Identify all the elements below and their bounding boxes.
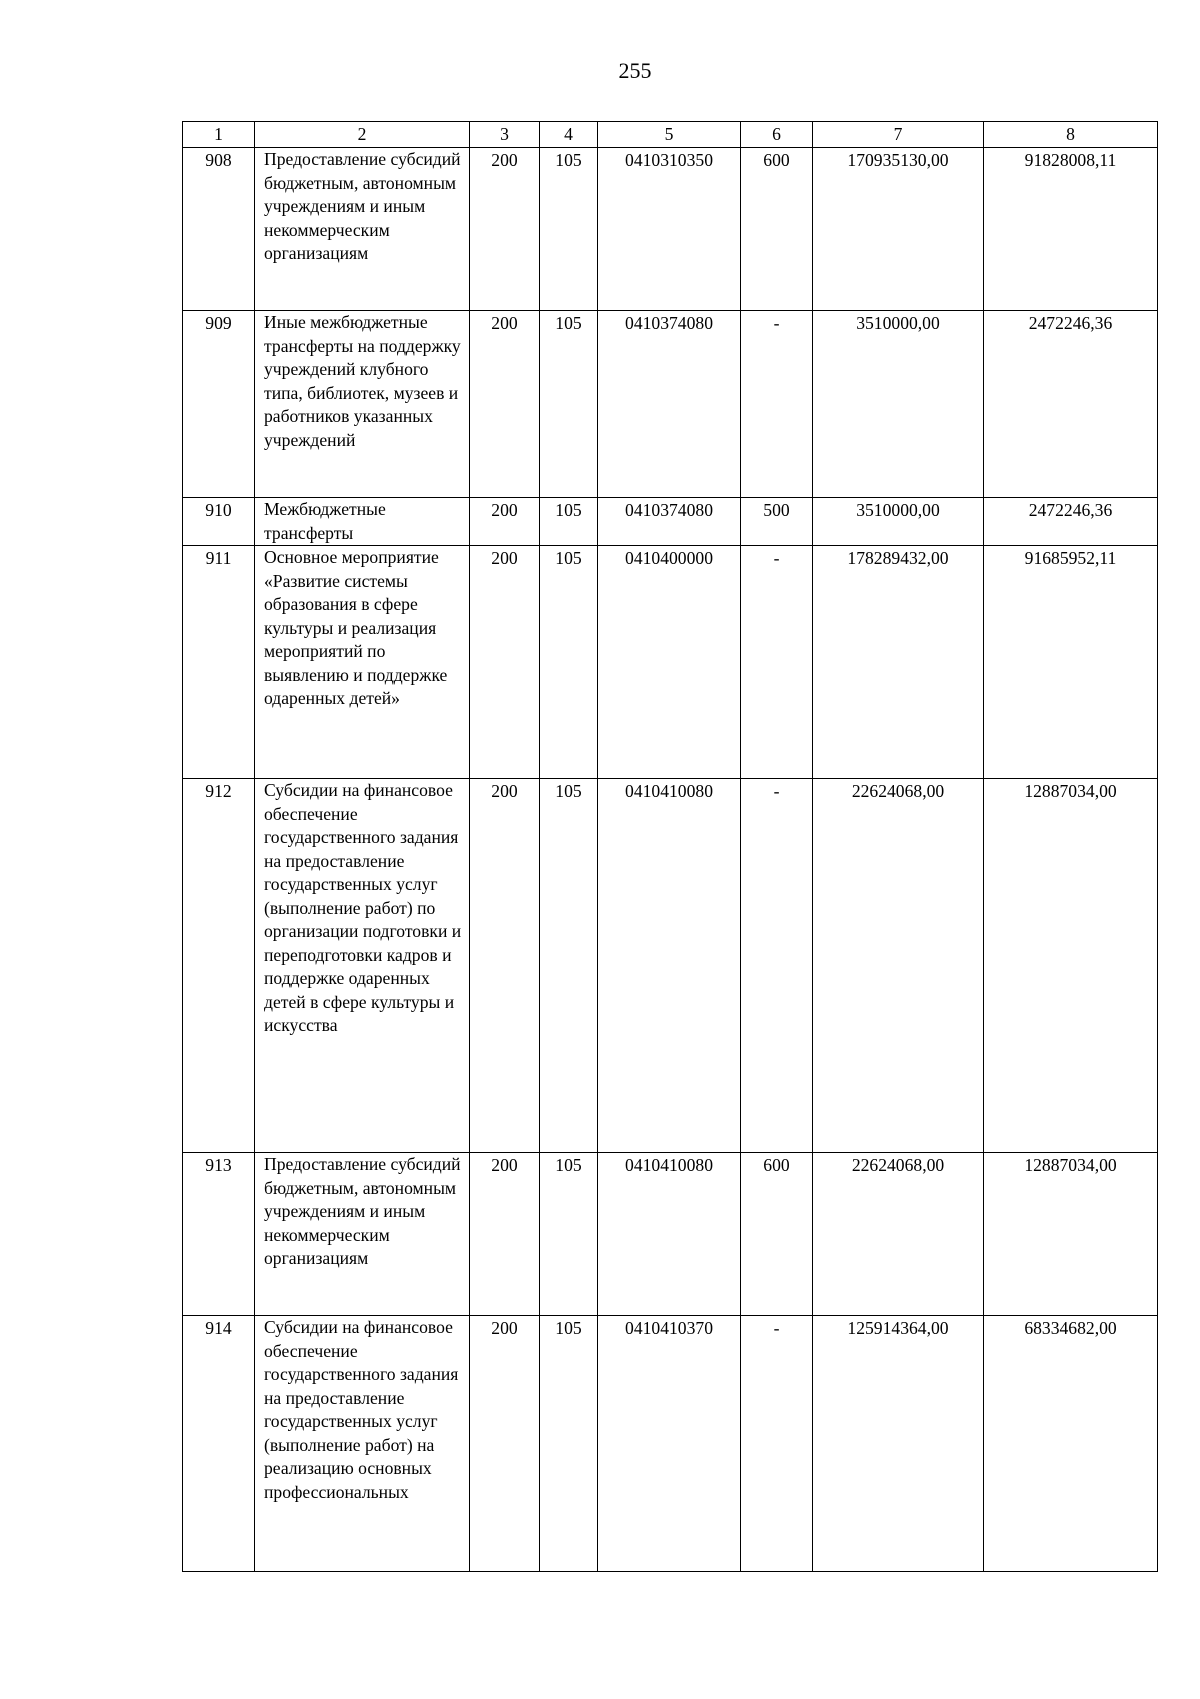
header-col-5: 5: [598, 122, 741, 148]
row-col-5: 0410374080: [598, 498, 741, 546]
row-col-5: 0410374080: [598, 311, 741, 498]
table-row: [183, 546, 1158, 779]
row-col-4: 105: [540, 546, 598, 779]
page-number: 255: [618, 58, 652, 83]
row-col-5: 0410310350: [598, 148, 741, 311]
row-number: 914: [183, 1316, 255, 1572]
row-col-4: 105: [540, 498, 598, 546]
row-col-4: 105: [540, 311, 598, 498]
row-col-5: 0410410080: [598, 1153, 741, 1316]
row-col-7: 3510000,00: [813, 311, 984, 498]
row-col-8: 2472246,36: [984, 498, 1158, 546]
header-col-4: 4: [540, 122, 598, 148]
row-col-6: -: [741, 546, 813, 779]
row-col-7: 22624068,00: [813, 1153, 984, 1316]
table-row: [183, 1153, 1158, 1316]
row-col-8: 12887034,00: [984, 1153, 1158, 1316]
row-col-3: 200: [470, 1316, 540, 1572]
row-number: 909: [183, 311, 255, 498]
row-col-8: 91685952,11: [984, 546, 1158, 779]
row-col-7: 3510000,00: [813, 498, 984, 546]
row-col-7: 125914364,00: [813, 1316, 984, 1572]
row-col-6: -: [741, 779, 813, 1153]
row-name: Субсидии на финансовое обеспечение государственного задания на предоставление государственных услуг (выполнение работ) по организации подготовки и переподготовки кадров и поддержке одаренных детей в сфере культуры и искусства: [255, 779, 470, 1153]
row-col-7: 178289432,00: [813, 546, 984, 779]
row-col-8: 68334682,00: [984, 1316, 1158, 1572]
row-col-6: 600: [741, 148, 813, 311]
header-col-7: 7: [813, 122, 984, 148]
table-row: [183, 498, 1158, 546]
table-row: [183, 779, 1158, 1153]
row-col-6: -: [741, 311, 813, 498]
row-col-3: 200: [470, 498, 540, 546]
row-col-8: 2472246,36: [984, 311, 1158, 498]
row-name: Предоставление субсидий бюджетным, автономным учреждениям и иным некоммерческим организациям: [255, 1153, 470, 1316]
row-col-4: 105: [540, 779, 598, 1153]
row-col-8: 12887034,00: [984, 779, 1158, 1153]
header-col-6: 6: [741, 122, 813, 148]
row-col-5: 0410410370: [598, 1316, 741, 1572]
row-name: Иные межбюджетные трансферты на поддержку учреждений клубного типа, библиотек, музеев и работников указанных учреждений: [255, 311, 470, 498]
header-col-3: 3: [470, 122, 540, 148]
row-col-3: 200: [470, 148, 540, 311]
row-col-3: 200: [470, 1153, 540, 1316]
row-col-6: 600: [741, 1153, 813, 1316]
row-col-3: 200: [470, 779, 540, 1153]
row-number: 912: [183, 779, 255, 1153]
header-col-2: 2: [255, 122, 470, 148]
row-col-6: -: [741, 1316, 813, 1572]
row-col-8: 91828008,11: [984, 148, 1158, 311]
row-name: Субсидии на финансовое обеспечение государственного задания на предоставление государственных услуг (выполнение работ) на реализацию основных профессиональных: [255, 1316, 470, 1572]
row-col-5: 0410400000: [598, 546, 741, 779]
row-col-5: 0410410080: [598, 779, 741, 1153]
row-number: 910: [183, 498, 255, 546]
row-col-6: 500: [741, 498, 813, 546]
row-col-4: 105: [540, 1316, 598, 1572]
row-col-7: 22624068,00: [813, 779, 984, 1153]
row-number: 913: [183, 1153, 255, 1316]
row-number: 908: [183, 148, 255, 311]
row-col-3: 200: [470, 311, 540, 498]
row-name: Предоставление субсидий бюджетным, автономным учреждениям и иным некоммерческим организациям: [255, 148, 470, 311]
table-row: [183, 311, 1158, 498]
row-col-4: 105: [540, 1153, 598, 1316]
row-number: 911: [183, 546, 255, 779]
header-col-1: 1: [183, 122, 255, 148]
row-col-3: 200: [470, 546, 540, 779]
row-name: Межбюджетные трансферты: [255, 498, 470, 546]
table-header-row: [183, 122, 1158, 148]
header-col-8: 8: [984, 122, 1158, 148]
row-col-4: 105: [540, 148, 598, 311]
row-name: Основное мероприятие «Развитие системы образования в сфере культуры и реализация мероприятий по выявлению и поддержке одаренных детей»: [255, 546, 470, 779]
row-col-7: 170935130,00: [813, 148, 984, 311]
budget-table: [182, 121, 1158, 1572]
table-row: [183, 148, 1158, 311]
table-row: [183, 1316, 1158, 1572]
